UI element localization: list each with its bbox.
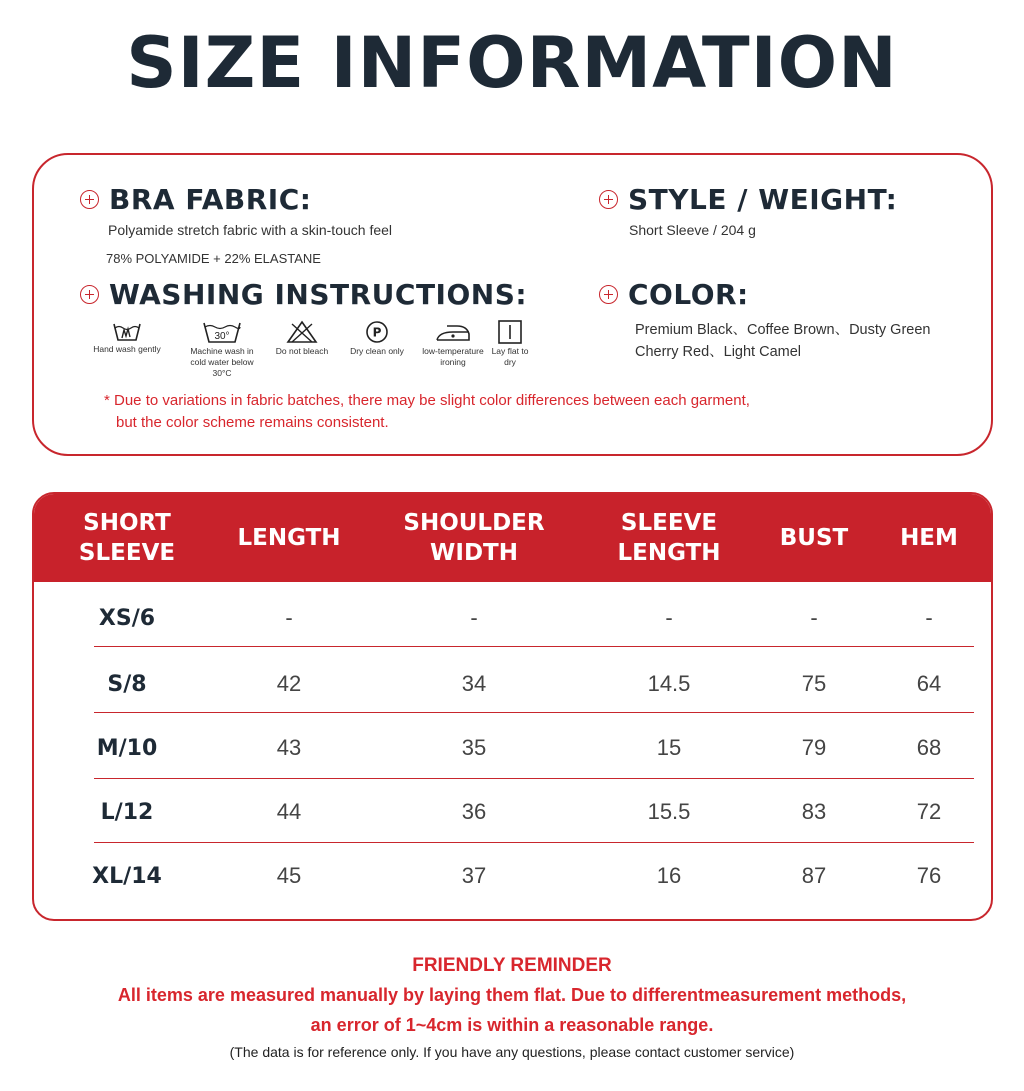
care-label: Hand wash gently xyxy=(93,344,161,354)
sleeve-cell: - xyxy=(665,605,673,630)
row-divider xyxy=(94,778,974,779)
bust-cell: 83 xyxy=(801,799,827,824)
fabric-heading: BRA FABRIC: xyxy=(109,183,312,216)
style-heading: STYLE / WEIGHT: xyxy=(628,183,898,216)
bust-cell: - xyxy=(810,605,818,630)
care-item xyxy=(417,320,489,379)
care-item xyxy=(93,320,161,379)
table-header xyxy=(34,494,991,582)
size-cell: XS/6 xyxy=(98,605,156,631)
bust-cell: 87 xyxy=(801,863,827,888)
header-cell-size: SHORT SLEEVE xyxy=(78,510,176,566)
table-row xyxy=(34,716,991,780)
care-item xyxy=(177,320,267,379)
length-cell: - xyxy=(285,605,293,630)
size-cell: S/8 xyxy=(107,671,147,697)
color-line-2: Cherry Red、Light Camel xyxy=(635,344,802,360)
size-cell: XL/14 xyxy=(92,863,162,889)
care-item xyxy=(267,320,337,379)
color-variation-note xyxy=(104,390,824,434)
note-line-2: but the color scheme remains consistent. xyxy=(116,414,389,431)
reminder-line-2: an error of 1~4cm is within a reasonable range. xyxy=(310,1015,714,1035)
plus-circle-icon xyxy=(599,190,618,209)
length-cell: 42 xyxy=(276,671,302,696)
care-item xyxy=(337,320,417,379)
shoulder-cell: - xyxy=(470,605,478,630)
color-heading: COLOR: xyxy=(628,278,749,311)
style-section xyxy=(599,183,897,238)
washing-section xyxy=(80,278,527,311)
reminder-line-1: All items are measured manually by laying them flat. Due to differentmeasurement methods, xyxy=(117,985,907,1005)
hem-cell: 76 xyxy=(916,863,942,888)
hem-cell: - xyxy=(925,605,933,630)
length-cell: 44 xyxy=(276,799,302,824)
color-line-1: Premium Black、Coffee Brown、Dusty Green xyxy=(635,322,931,338)
plus-circle-icon xyxy=(599,285,618,304)
care-label: Machine wash in cold water below 30°C xyxy=(190,346,254,378)
hem-cell: 68 xyxy=(916,735,942,760)
no-bleach-icon xyxy=(286,320,318,344)
care-label: low-temperature ironing xyxy=(422,346,484,367)
size-cell: M/10 xyxy=(96,735,158,761)
lay-flat-icon xyxy=(497,320,523,344)
header-cell-sleeve: SLEEVE LENGTH xyxy=(617,510,721,566)
row-divider xyxy=(94,712,974,713)
color-section xyxy=(599,278,930,363)
hem-cell: 64 xyxy=(916,671,942,696)
care-item xyxy=(491,320,529,379)
note-line-1: * Due to variations in fabric batches, there may be slight color differences between each garment, xyxy=(104,392,750,409)
table-row xyxy=(34,844,991,908)
size-table xyxy=(32,492,993,921)
fabric-description: Polyamide stretch fabric with a skin-touch feel xyxy=(108,222,393,238)
header-cell-shoulder: SHOULDER WIDTH xyxy=(403,510,545,566)
sleeve-cell: 15 xyxy=(656,735,682,760)
dry-clean-icon xyxy=(364,320,390,344)
fabric-section xyxy=(80,183,392,266)
washing-heading: WASHING INSTRUCTIONS: xyxy=(109,278,528,311)
size-cell: L/12 xyxy=(100,799,154,825)
page-title: SIZE INFORMATION xyxy=(126,22,898,104)
table-row xyxy=(34,652,991,716)
fabric-composition: 78% POLYAMIDE + 22% ELASTANE xyxy=(106,251,321,266)
sleeve-cell: 14.5 xyxy=(647,671,691,696)
style-weight-value: Short Sleeve / 204 g xyxy=(629,222,756,238)
row-divider xyxy=(94,842,974,843)
care-label: Dry clean only xyxy=(350,346,404,356)
bust-cell: 75 xyxy=(801,671,827,696)
length-cell: 43 xyxy=(276,735,302,760)
table-row xyxy=(34,780,991,844)
care-icons xyxy=(93,320,529,379)
header-cell-bust: BUST xyxy=(779,525,849,551)
info-panel xyxy=(32,153,993,456)
care-label: Lay flat to dry xyxy=(491,346,529,367)
table-row xyxy=(34,586,991,650)
friendly-reminder xyxy=(0,952,1024,1040)
dry-clean-badge: P xyxy=(372,325,382,340)
length-cell: 45 xyxy=(276,863,302,888)
shoulder-cell: 34 xyxy=(461,671,487,696)
disclaimer: (The data is for reference only. If you have any questions, please contact customer service) xyxy=(229,1044,795,1060)
shoulder-cell: 37 xyxy=(461,863,487,888)
bust-cell: 79 xyxy=(801,735,827,760)
care-label: Do not bleach xyxy=(275,346,329,356)
row-divider xyxy=(94,646,974,647)
reminder-title: FRIENDLY REMINDER xyxy=(412,955,612,976)
hand-wash-icon xyxy=(112,320,142,342)
low-iron-icon xyxy=(433,320,473,344)
header-cell-length: LENGTH xyxy=(237,525,341,551)
shoulder-cell: 36 xyxy=(461,799,487,824)
machine-wash-icon xyxy=(202,320,242,344)
sleeve-cell: 16 xyxy=(656,863,682,888)
hem-cell: 72 xyxy=(916,799,942,824)
plus-circle-icon xyxy=(80,285,99,304)
shoulder-cell: 35 xyxy=(461,735,487,760)
sleeve-cell: 15.5 xyxy=(647,799,691,824)
machine-wash-badge: 30° xyxy=(214,331,230,342)
header-cell-hem: HEM xyxy=(900,525,958,551)
plus-circle-icon xyxy=(80,190,99,209)
